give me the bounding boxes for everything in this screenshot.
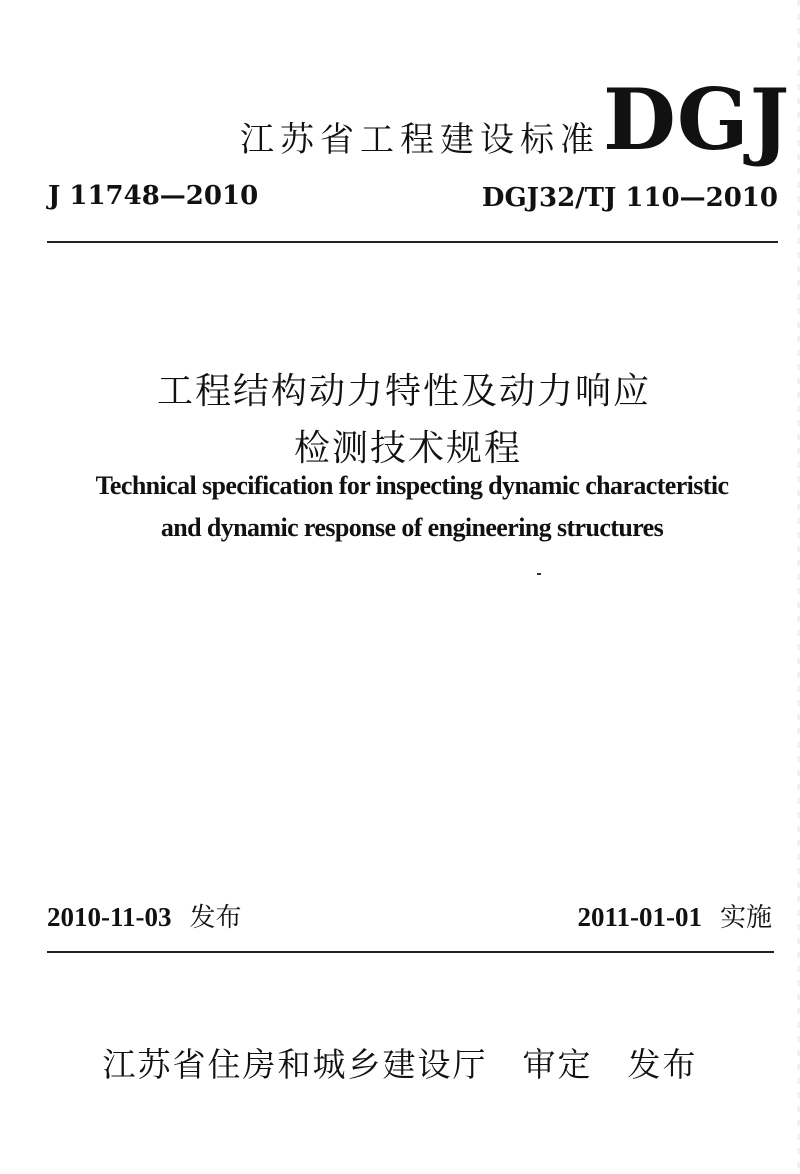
bottom-divider	[47, 951, 774, 953]
title-chinese-line-2: 检测技术规程	[293, 428, 522, 469]
scan-speck	[537, 573, 541, 575]
title-chinese-line-1: 工程结构动力特性及动力响应	[156, 371, 651, 412]
dgj-logo: DGJ	[603, 70, 791, 169]
issuer-line: 江苏省住房和城乡建设厅 审定 发布	[102, 1045, 698, 1084]
title-english-line-1: Technical specification for inspecting dynamic characteristic	[95, 471, 729, 500]
effective-date-row	[577, 897, 772, 934]
release-date-row	[47, 897, 242, 934]
top-divider	[47, 241, 778, 243]
record-number: J 11748—2010	[48, 181, 259, 211]
release-date: 2010-11-03	[47, 902, 172, 932]
effective-date: 2011-01-01	[577, 902, 702, 932]
release-label: 发布	[189, 903, 242, 933]
title-english-line-2: and dynamic response of engineering structures	[160, 513, 664, 542]
standard-number: DGJ32/TJ 110—2010	[481, 183, 778, 213]
standard-type-label: 江苏省工程建设标准	[240, 120, 600, 160]
effective-label: 实施	[719, 903, 772, 933]
